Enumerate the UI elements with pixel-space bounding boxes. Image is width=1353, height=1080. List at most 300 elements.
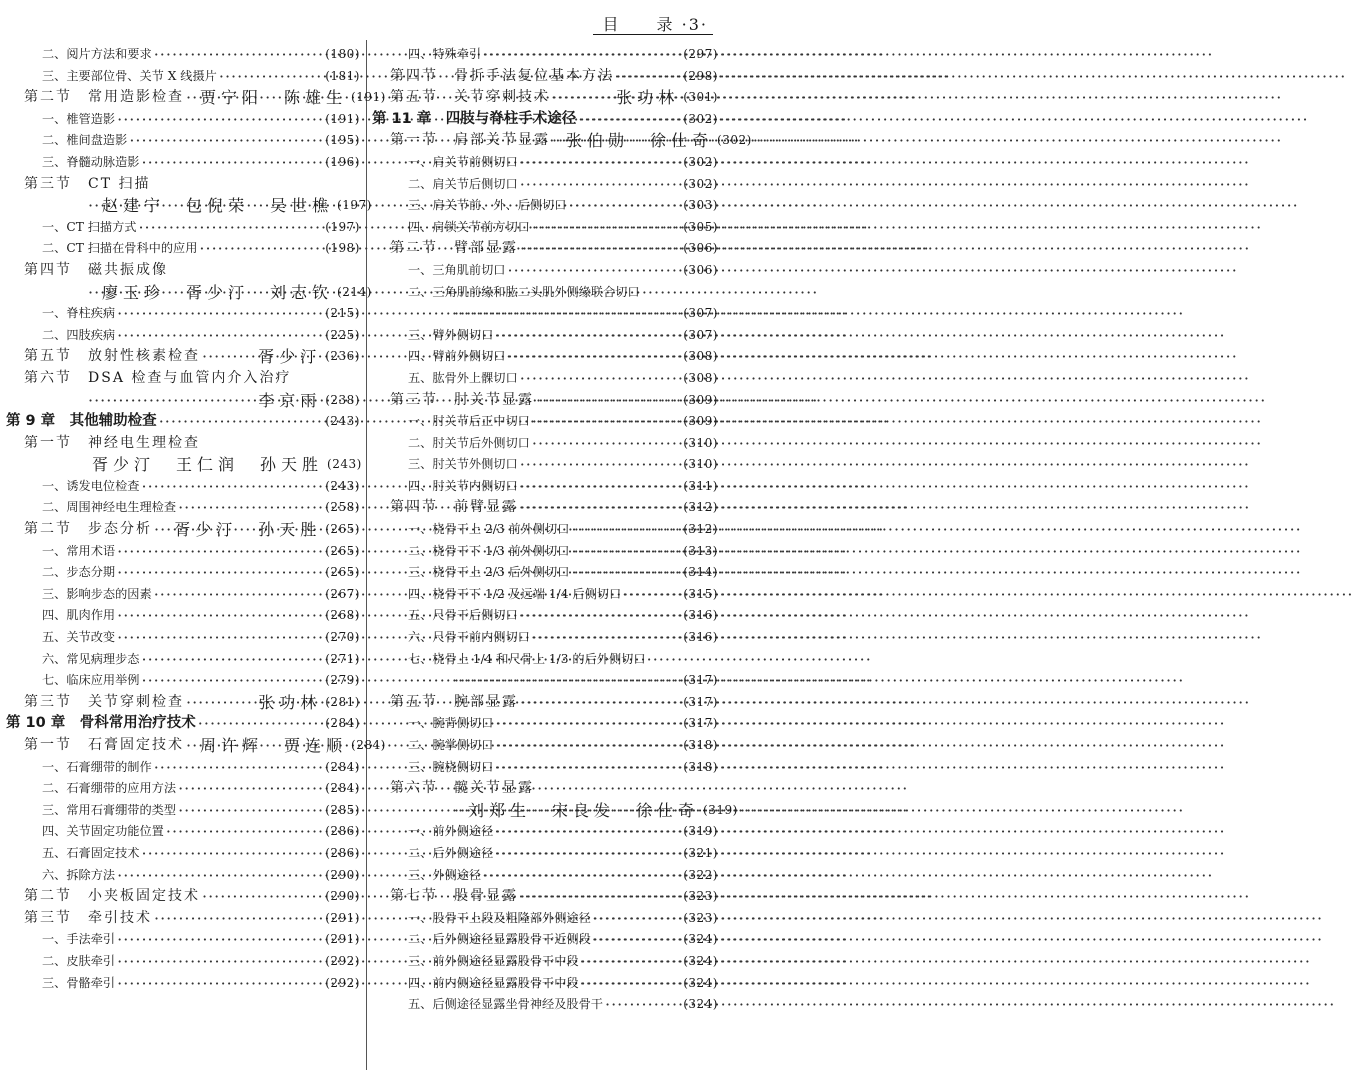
page-number: (318)	[683, 759, 718, 774]
page-number: (270)	[325, 630, 360, 645]
toc-entry	[6, 303, 360, 325]
toc-entry	[372, 778, 718, 800]
header-rule	[593, 34, 713, 35]
item-title: 五、关节改变	[42, 630, 116, 645]
dot-leader	[520, 497, 681, 519]
item-title: 三、影响步态的因素	[42, 586, 152, 601]
dot-leader	[495, 757, 681, 779]
page-number: (265)	[325, 565, 360, 580]
page-number: (195)	[325, 133, 360, 148]
page-number: (314)	[683, 565, 718, 580]
item-title: 四、前内侧途径显露股骨干中段	[408, 975, 579, 990]
section-title: 第一节 石膏固定技术	[24, 737, 184, 753]
item-title: 七、桡骨上 1/4 和尺骨上 1/3 的后外侧切口	[408, 651, 646, 666]
dot-leader	[520, 692, 681, 714]
toc-entry	[372, 886, 718, 908]
page-number: (243)	[325, 414, 360, 429]
item-title: 五、后侧途径显露坐骨神经及股骨干	[408, 997, 603, 1012]
item-title: 七、临床应用举例	[42, 673, 140, 688]
dot-leader	[142, 476, 324, 498]
dot-leader	[520, 238, 681, 260]
page-number: (297)	[683, 47, 718, 61]
section-title: 第五节 腕部显露	[390, 693, 518, 710]
dot-leader	[117, 865, 323, 887]
toc-entry	[372, 713, 718, 735]
page-number: (316)	[683, 608, 718, 623]
toc-entry	[6, 66, 360, 88]
toc-entry	[372, 152, 718, 174]
toc-entry	[372, 303, 718, 325]
item-title: 二、肘关节后外侧切口	[408, 435, 530, 450]
page-number: (309)	[683, 392, 718, 407]
toc-entry	[372, 368, 718, 390]
dot-leader	[178, 800, 323, 822]
toc-entry	[372, 174, 718, 196]
dot-leader	[117, 973, 323, 995]
item-title: 一、腕背侧切口	[408, 716, 494, 731]
dot-leader	[571, 519, 681, 541]
dot-leader	[508, 346, 682, 368]
dot-leader	[117, 627, 323, 649]
section-title: 第三节 关节穿刺检查	[24, 693, 184, 710]
toc-entry	[372, 605, 718, 627]
item-title: 一、CT 扫描方式	[42, 219, 137, 234]
dot-leader	[88, 282, 96, 304]
page-number: (265)	[325, 543, 360, 558]
toc-entry	[372, 238, 718, 260]
toc-entry	[372, 908, 718, 930]
toc-entry	[6, 454, 360, 476]
dot-leader	[623, 584, 681, 606]
dot-leader	[593, 908, 681, 930]
author-names: 刘郑生 宋良发 徐仕奇	[468, 800, 700, 820]
page-number: (311)	[683, 478, 718, 493]
item-title: 二、石膏绷带的应用方法	[42, 781, 177, 796]
item-title: 一、桡骨干上 2/3 前外侧切口	[408, 522, 570, 537]
author-names: 胥少汀	[258, 347, 322, 367]
item-title: 一、肘关节后正中切口	[408, 414, 530, 429]
toc-entry	[372, 44, 718, 66]
dot-leader	[117, 109, 323, 131]
dot-leader	[536, 390, 681, 412]
dot-leader	[495, 325, 681, 347]
dot-leader	[605, 994, 681, 1016]
running-header: 目 录 ·3·	[602, 15, 708, 34]
item-title: 一、脊柱疾病	[42, 306, 116, 321]
section-title: 第三节 牵引技术	[24, 909, 152, 926]
item-title: 一、前外侧途径	[408, 824, 494, 839]
item-title: 一、常用术语	[42, 543, 116, 558]
toc-entry	[372, 584, 718, 606]
section-title: 第四节 前臂显露	[390, 499, 518, 516]
item-title: 三、常用石膏绷带的类型	[42, 802, 177, 817]
page-number: (243)	[325, 478, 360, 493]
page-number: (291)	[325, 910, 360, 925]
dot-leader	[198, 713, 323, 735]
page-number: (298)	[683, 68, 718, 83]
item-title: 三、骨骼牵引	[42, 975, 116, 990]
page-number: (322)	[683, 867, 718, 882]
dot-leader	[616, 66, 681, 88]
toc-entry	[372, 735, 718, 757]
dot-leader	[186, 735, 194, 757]
page-number: (268)	[325, 608, 360, 623]
section-title: 第二节 步态分析	[24, 521, 152, 538]
page-number: (271)	[325, 651, 360, 666]
item-title: 一、肩关节前侧切口	[408, 154, 518, 169]
toc-entry	[6, 821, 360, 843]
dot-leader	[578, 109, 681, 131]
page-number: (302)	[683, 154, 718, 169]
toc-entry	[6, 800, 360, 822]
item-title: 二、周围神经电生理检查	[42, 500, 177, 515]
page-number: (281)	[325, 694, 360, 709]
item-title: 一、诱发电位检查	[42, 478, 140, 493]
item-title: 二、后外侧途径	[408, 845, 494, 860]
toc-entry	[372, 390, 718, 412]
page-number: (307)	[683, 327, 718, 342]
author-names: 胥少汀 孙天胜	[174, 520, 322, 540]
toc-entry	[6, 649, 360, 671]
item-title: 二、皮肤牵引	[42, 953, 116, 968]
item-title: 一、椎管造影	[42, 111, 116, 126]
page-number: (214)	[337, 284, 372, 299]
toc-entry	[6, 713, 360, 735]
dot-leader	[138, 217, 323, 239]
item-title: 四、桡骨干下 1/2 及远端 1/4 后侧切口	[408, 586, 622, 601]
dot-leader	[454, 670, 681, 692]
page-number: (313)	[683, 543, 718, 558]
item-title: 四、臂前外侧切口	[408, 349, 506, 364]
toc-entry	[6, 908, 360, 930]
page-number: (303)	[683, 198, 718, 213]
chapter-title: 第 11 章 四肢与脊柱手术途径	[372, 110, 577, 127]
toc-entry	[372, 411, 718, 433]
chapter-title: 第 9 章 其他辅助检查	[6, 413, 157, 430]
dot-leader	[593, 929, 681, 951]
toc-entry	[372, 843, 718, 865]
toc-entry	[6, 433, 360, 455]
toc-entry	[372, 217, 718, 239]
page-number: (324)	[683, 932, 718, 947]
page-number: (180)	[325, 47, 360, 61]
dot-leader	[581, 973, 682, 995]
page-number: (302)	[683, 111, 718, 126]
dot-leader	[508, 260, 682, 282]
page-number: (197)	[337, 198, 372, 213]
toc-entry	[6, 174, 360, 196]
page-number: (198)	[325, 241, 360, 256]
section-title: 第六节 髋关节显露	[390, 780, 534, 797]
page-number: (306)	[683, 262, 718, 277]
item-title: 四、肘关节内侧切口	[408, 478, 518, 493]
dot-leader	[520, 174, 682, 196]
toc-entry	[372, 346, 718, 368]
toc-entry	[372, 541, 718, 563]
section-title: 第六节 DSA 检查与血管内介入治疗	[24, 369, 292, 386]
dot-leader	[154, 757, 324, 779]
toc-entry	[6, 757, 360, 779]
page-number: (324)	[683, 975, 718, 990]
toc-entry	[6, 44, 360, 66]
dot-leader	[159, 411, 324, 433]
toc-entry	[372, 951, 718, 973]
item-title: 一、三角肌前切口	[408, 262, 506, 277]
page-number: (319)	[683, 824, 718, 839]
page-number: (323)	[683, 910, 718, 925]
dot-leader	[571, 541, 681, 563]
toc-entry	[372, 670, 718, 692]
page-number: (315)	[683, 586, 718, 601]
page-number: (317)	[683, 673, 718, 688]
dot-leader	[520, 368, 682, 390]
page-number: (290)	[325, 889, 360, 904]
page-number: (191)	[351, 90, 386, 105]
page-number: (308)	[683, 349, 718, 364]
dot-leader	[202, 346, 252, 368]
item-title: 二、CT 扫描在骨科中的应用	[42, 241, 198, 256]
section-title: 第二节 臂部显露	[390, 240, 518, 257]
page-number: (309)	[683, 414, 718, 429]
toc-entry	[372, 66, 718, 88]
toc-entry	[6, 562, 360, 584]
item-title: 三、腕桡侧切口	[408, 759, 494, 774]
toc-entry	[6, 692, 360, 714]
item-title: 二、腕掌侧切口	[408, 738, 494, 752]
page-number: (267)	[325, 586, 360, 601]
page-number: (258)	[325, 500, 360, 515]
toc-entry	[6, 519, 360, 541]
item-title: 二、三角肌前缘和肱二头肌外侧缘联合切口	[408, 284, 640, 299]
toc-entry	[6, 584, 360, 606]
page-number: (284)	[325, 781, 360, 796]
dot-leader	[520, 605, 682, 627]
page-number: (312)	[683, 500, 718, 515]
page-number: (292)	[325, 975, 360, 990]
author-names: 张功林	[616, 88, 680, 108]
item-title: 六、拆除方法	[42, 867, 116, 882]
toc-entry	[372, 325, 718, 347]
section-title: 第二节 常用造影检查	[24, 89, 184, 106]
toc-entry	[6, 670, 360, 692]
section-title: 第三节 肘关节显露	[390, 391, 534, 408]
toc-entry	[372, 994, 718, 1016]
item-title: 一、石膏绷带的制作	[42, 759, 152, 774]
page-number: (308)	[683, 370, 718, 385]
dot-leader	[581, 951, 682, 973]
toc-entry	[372, 282, 718, 304]
item-title: 二、椎间盘造影	[42, 133, 128, 148]
toc-entry	[372, 800, 738, 822]
toc-entry	[6, 843, 360, 865]
author-names: 张功林	[258, 692, 322, 712]
toc-entry	[6, 282, 372, 304]
item-title: 四、关节固定功能位置	[42, 824, 164, 839]
dot-leader	[154, 44, 324, 66]
author-names: 胥少汀 王仁润 孙天胜	[92, 455, 324, 475]
chapter-title: 第 10 章 骨科常用治疗技术	[6, 715, 196, 732]
page-number: (319)	[703, 802, 738, 817]
page-number: (301)	[683, 90, 718, 105]
toc-entry	[372, 562, 718, 584]
toc-entry	[372, 454, 718, 476]
page-number: (323)	[683, 889, 718, 904]
page-number: (307)	[683, 306, 718, 321]
toc-entry	[372, 757, 718, 779]
page-number: (310)	[683, 435, 718, 450]
section-title: 第四节 骨折手法复位基本方法	[390, 67, 614, 84]
page-number: (284)	[325, 759, 360, 774]
dot-leader	[117, 325, 323, 347]
dot-leader	[532, 627, 681, 649]
item-title: 四、特殊牵引	[408, 47, 482, 61]
dot-leader	[495, 821, 681, 843]
page-number: (306)	[683, 241, 718, 256]
toc-entry	[6, 87, 386, 109]
section-title: 第一节 肩部关节显露	[390, 132, 550, 149]
page-number: (285)	[325, 802, 360, 817]
dot-leader	[495, 713, 681, 735]
dot-leader	[199, 238, 323, 260]
page-number: (324)	[683, 953, 718, 968]
dot-leader	[520, 476, 682, 498]
dot-leader	[186, 692, 252, 714]
page-number: (290)	[325, 867, 360, 882]
item-title: 四、肌肉作用	[42, 608, 116, 623]
section-title: 第五节 放射性核素检查	[24, 348, 200, 365]
dot-leader	[166, 821, 323, 843]
page-number: (225)	[325, 327, 360, 342]
page-number: (321)	[683, 845, 718, 860]
page-number: (191)	[325, 111, 360, 126]
toc-entry	[6, 541, 360, 563]
toc-entry	[6, 152, 360, 174]
dot-leader	[117, 929, 323, 951]
dot-leader	[142, 152, 324, 174]
author-names: 廖玉珍 胥少汀 刘志钦	[102, 282, 334, 302]
page-number: (197)	[325, 219, 360, 234]
dot-leader	[117, 605, 323, 627]
page-number: (310)	[683, 457, 718, 472]
toc-entry	[6, 260, 360, 282]
dot-leader	[483, 865, 681, 887]
item-title: 五、石膏固定技术	[42, 845, 140, 860]
toc-entry	[6, 390, 360, 412]
toc-entry	[372, 929, 718, 951]
toc-entry	[6, 368, 360, 390]
toc-entry	[372, 130, 752, 152]
toc-entry	[6, 627, 360, 649]
author-names: 赵建宁 包倪荣 吴世樵	[102, 196, 334, 216]
item-title: 三、肘关节外侧切口	[408, 457, 518, 472]
dot-leader	[154, 584, 324, 606]
toc-entry	[372, 627, 718, 649]
toc-entry	[6, 973, 360, 995]
item-title: 二、后外侧途径显露股骨干近侧段	[408, 932, 591, 947]
page-number: (302)	[683, 176, 718, 191]
item-title: 三、前外侧途径显露股骨干中段	[408, 953, 579, 968]
item-title: 二、步态分期	[42, 565, 116, 580]
toc-entry	[6, 735, 386, 757]
item-title: 三、桡骨干上 2/3 后外侧切口	[408, 565, 570, 580]
page-number: (318)	[683, 738, 718, 752]
dot-leader	[532, 433, 681, 455]
page-number: (181)	[325, 68, 360, 83]
dot-leader	[117, 951, 323, 973]
section-title: 第二节 小夹板固定技术	[24, 888, 200, 905]
page-number: (286)	[325, 824, 360, 839]
item-title: 二、四肢疾病	[42, 327, 116, 342]
toc-left-column	[6, 44, 386, 994]
page-number: (196)	[325, 154, 360, 169]
item-title: 三、臂外侧切口	[408, 327, 494, 342]
dot-leader	[142, 843, 324, 865]
toc-entry	[372, 519, 718, 541]
item-title: 二、阅片方法和要求	[42, 47, 152, 61]
toc-entry	[6, 195, 372, 217]
dot-leader	[117, 541, 323, 563]
dot-leader	[142, 670, 324, 692]
page-number: (302)	[717, 133, 752, 148]
toc-entry	[372, 497, 718, 519]
page-number: (279)	[325, 673, 360, 688]
toc-entry	[6, 217, 360, 239]
toc-entry	[6, 497, 360, 519]
dot-leader	[495, 843, 681, 865]
dot-leader	[568, 195, 681, 217]
toc-entry	[6, 476, 360, 498]
dot-leader	[117, 562, 323, 584]
dot-leader	[552, 87, 610, 109]
toc-entry	[372, 649, 718, 671]
dot-leader	[178, 778, 323, 800]
toc-entry	[6, 886, 360, 908]
dot-leader	[520, 152, 682, 174]
dot-leader	[483, 44, 681, 66]
toc-entry	[6, 778, 360, 800]
toc-entry	[6, 346, 360, 368]
author-names: 张伯勋 徐仕奇	[566, 131, 714, 151]
toc-entry	[6, 411, 360, 433]
toc-entry	[372, 195, 718, 217]
section-title: 第五节 关节穿刺技术	[390, 89, 550, 106]
toc-entry	[372, 821, 718, 843]
item-title: 五、肱骨外上髁切口	[408, 370, 518, 385]
dot-leader	[178, 497, 323, 519]
toc-entry	[6, 951, 360, 973]
toc-right-column	[372, 44, 752, 1016]
dot-leader	[520, 886, 681, 908]
page-number: (284)	[351, 738, 386, 752]
toc-entry	[6, 325, 360, 347]
dot-leader	[88, 390, 252, 412]
item-title: 六、常见病理步态	[42, 651, 140, 666]
item-title: 六、尺骨干前内侧切口	[408, 630, 530, 645]
toc-entry	[6, 605, 360, 627]
page-number: (317)	[683, 716, 718, 731]
page-number: (243)	[327, 457, 362, 472]
toc-entry	[6, 238, 360, 260]
dot-leader	[129, 130, 323, 152]
item-title: 一、股骨干上段及粗隆部外侧途径	[408, 910, 591, 925]
toc-entry	[372, 109, 718, 131]
page-number: (215)	[325, 306, 360, 321]
toc-entry	[372, 692, 718, 714]
page-number: (312)	[683, 522, 718, 537]
toc-entry	[6, 130, 360, 152]
page-number: (236)	[325, 349, 360, 364]
dot-leader	[219, 66, 323, 88]
